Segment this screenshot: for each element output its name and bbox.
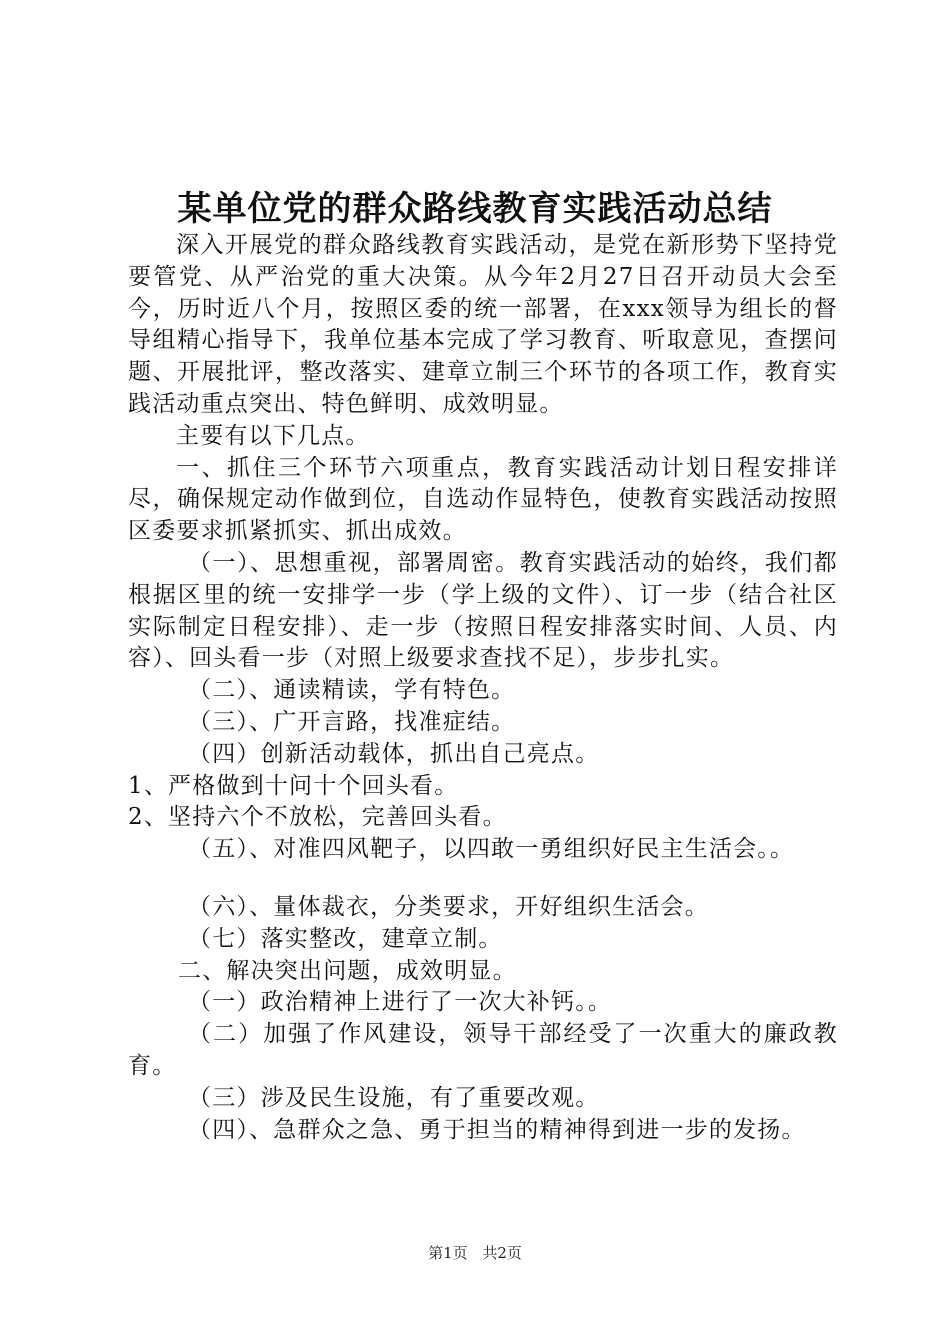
paragraph-item-1-5: （五）、对准四风靶子，以四敢一勇组织好民主生活会。。 bbox=[188, 836, 795, 863]
page-footer bbox=[0, 1243, 950, 1263]
paragraph-item-1-1: （一）、思想重视，部署周密。教育实践活动的始终，我们都根据区里的统一安排学一步（学上级的文件）、订一步（结合社区实际制定日程安排）、走一步（按照日程安排落实时间、人员、内容）、回头看一步（对照上级要求查找不足），步步扎实。 bbox=[128, 549, 838, 672]
paragraph-item-1-6: （六）、量体裁衣，分类要求，开好组织生活会。 bbox=[188, 893, 709, 920]
list-item-numbered-2: 2、坚持六个不放松，完善回头看。 bbox=[128, 804, 507, 831]
paragraph-intro: 深入开展党的群众路线教育实践活动，是党在新形势下坚持党要管党、从严治党的重大决策。从今年2月27日召开动员大会至今，历时近八个月，按照区委的统一部署，在xxx领导为组长的督导组精心指导下，我单位基本完成了学习教育、听取意见，查摆问题、开展批评，整改落实、建章立制三个环节的各项工作，教育实践活动重点突出、特色鲜明、成效明显。 bbox=[128, 232, 838, 417]
page-number-total: 共2页 bbox=[482, 1244, 522, 1262]
paragraph-item-2-1: （一）政治精神上进行了一次大补钙。。 bbox=[188, 989, 613, 1016]
page-number-current: 第1页 bbox=[428, 1244, 468, 1262]
paragraph-item-1-7: （七）落实整改，建章立制。 bbox=[188, 925, 503, 952]
paragraph-item-1-3: （三）、广开言路，找准症结。 bbox=[188, 708, 516, 735]
paragraph-item-2-3: （三）涉及民生设施，有了重要改观。 bbox=[188, 1084, 600, 1111]
paragraph-item-1-4: （四）创新活动载体，抓出自己亮点。 bbox=[188, 740, 600, 767]
paragraph-main-points: 主要有以下几点。 bbox=[176, 422, 370, 449]
section-heading-one: 一、抓住三个环节六项重点，教育实践活动计划日程安排详尽，确保规定动作做到位，自选动作显特色，使教育实践活动按照区委要求抓紧抓实、抓出成效。 bbox=[128, 454, 838, 545]
paragraph-item-2-4: （四）、急群众之急、勇于担当的精神得到进一步的发扬。 bbox=[188, 1116, 806, 1143]
paragraph-item-1-2: （二）、通读精读，学有特色。 bbox=[188, 677, 516, 704]
section-heading-two: 二、解决突出问题，成效明显。 bbox=[178, 957, 517, 984]
list-item-numbered-1: 1、严格做到十问十个回头看。 bbox=[128, 772, 459, 799]
paragraph-gap bbox=[128, 866, 838, 892]
document-title: 某单位党的群众路线教育实践活动总结 bbox=[177, 189, 773, 229]
paragraph-item-2-2: （二）加强了作风建设，领导干部经受了一次重大的廉政教育。 bbox=[128, 1021, 838, 1079]
document-body bbox=[128, 230, 838, 1146]
